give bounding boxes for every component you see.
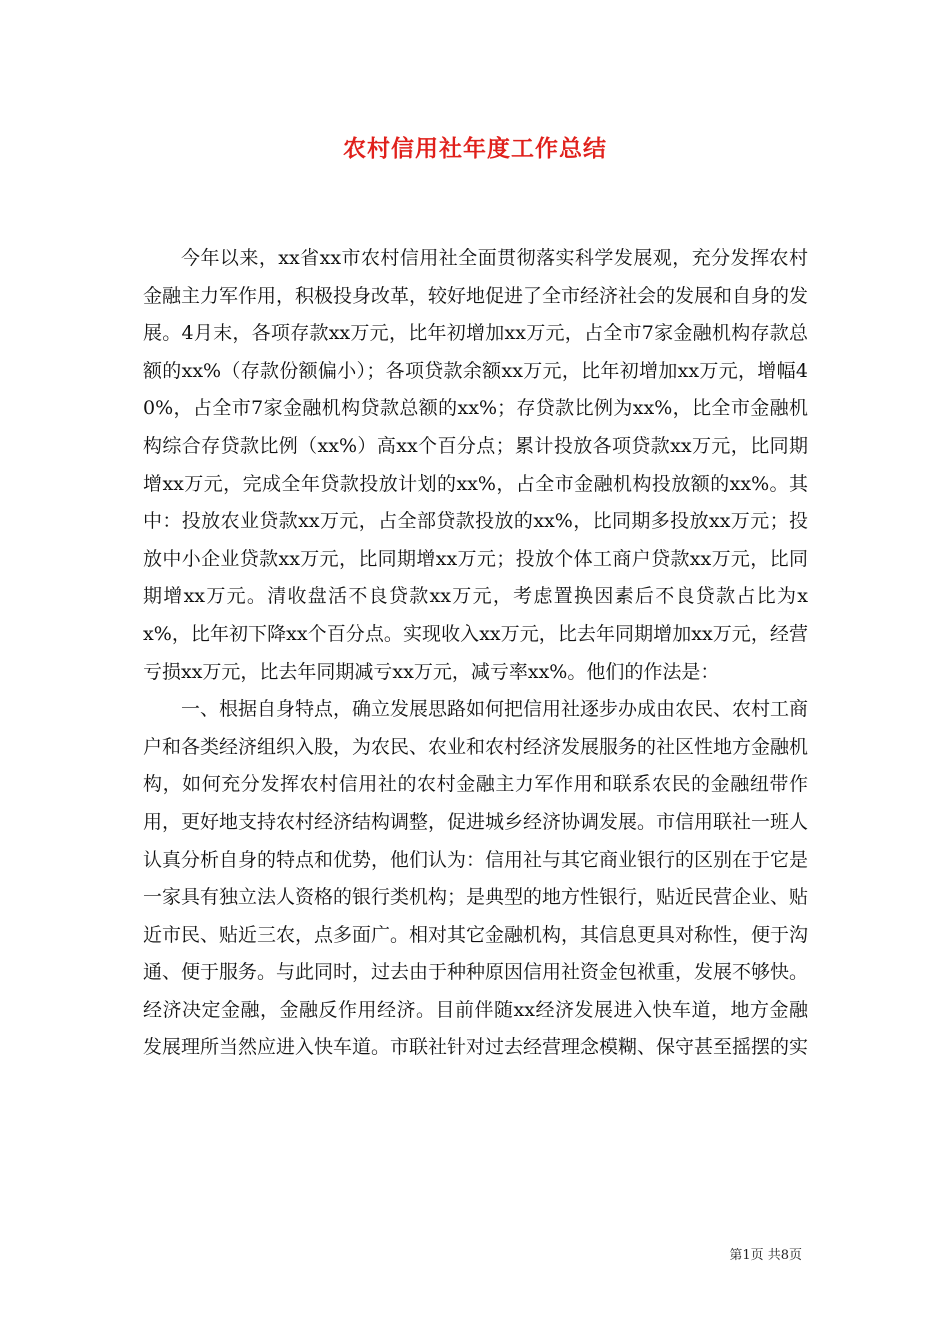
document-title: 农村信用社年度工作总结 bbox=[343, 135, 607, 162]
paragraph-intro: 今年以来，xx省xx市农村信用社全面贯彻落实科学发展观，充分发挥农村金融主力军作用，积极投身改革，较好地促进了全市经济社会的发展和自身的发展。4月末，各项存款xx万元，比年初增加xx万元，占全市7家金融机构存款总额的xx%（存款份额偏小）；各项贷款余额xx万元，比年初增加xx万元，增幅40%，占全市7家金融机构贷款总额的xx%；存贷款比例为xx%，比全市金融机构综合存贷款比例（xx%）高xx个百分点；累计投放各项贷款xx万元，比同期增xx万元，完成全年贷款投放计划的xx%，占全市金融机构投放额的xx%。其中：投放农业贷款xx万元，占全部贷款投放的xx%，比同期多投放xx万元；投放中小企业贷款xx万元，比同期增xx万元；投放个体工商户贷款xx万元，比同期增xx万元。清收盘活不良贷款xx万元，考虑置换因素后不良贷款占比为xx%，比年初下降xx个百分点。实现收入xx万元，比去年同期增加xx万元，经营亏损xx万元，比去年同期减亏xx万元，减亏率xx%。他们的作法是： bbox=[143, 247, 809, 683]
page-number-footer: 第1页 共8页 bbox=[729, 1248, 802, 1263]
paragraph-section-one: 一、根据自身特点，确立发展思路如何把信用社逐步办成由农民、农村工商户和各类经济组织入股，为农民、农业和农村经济发展服务的社区性地方金融机构，如何充分发挥农村信用社的农村金融主力军作用和联系农民的金融纽带作用，更好地支持农村经济结构调整，促进城乡经济协调发展。市信用联社一班人认真分析自身的特点和优势，他们认为：信用社与其它商业银行的区别在于它是一家具有独立法人资格的银行类机构；是典型的地方性银行，贴近民营企业、贴近市民、贴近三农，点多面广。相对其它金融机构，其信息更具对称性，便于沟通、便于服务。与此同时，过去由于种种原因信用社资金包袱重，发展不够快。经济决定金融，金融反作用经济。目前伴随xx经济发展进入快车道，地方金融发展理所当然应进入快车道。市联社针对过去经营理念模糊、保守甚至摇摆的实 bbox=[143, 698, 809, 1059]
document-body bbox=[143, 240, 808, 1067]
